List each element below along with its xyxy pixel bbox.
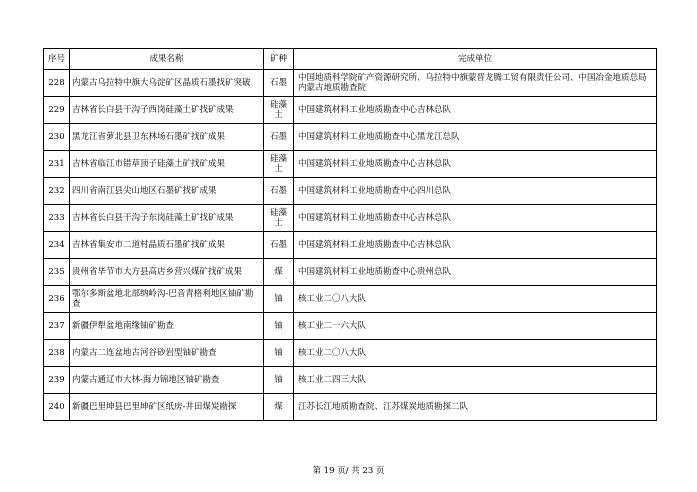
result-name: 新疆巴里坤县巴里坤矿区纸房-井田煤炭勘探 [70, 394, 264, 421]
header-no: 序号 [44, 49, 70, 70]
table-row [44, 232, 657, 259]
mineral-type: 硅藻土 [264, 205, 294, 232]
completing-unit: 核工业二四三大队 [294, 367, 657, 394]
mineral-type: 煤 [264, 259, 294, 286]
result-name: 吉林省集安市二道村晶质石墨矿找矿成果 [70, 232, 264, 259]
row-number: 229 [44, 97, 70, 124]
row-number: 239 [44, 367, 70, 394]
table-row [44, 286, 657, 313]
completing-unit: 中国建筑材料工业地质勘查中心吉林总队 [294, 97, 657, 124]
completing-unit: 中国地质科学院矿产资源研究所、乌拉特中旗蒙晋龙腾工贸有限责任公司、中国冶金地质总局内蒙古地质勘查院 [294, 70, 657, 97]
result-name: 鄂尔多斯盆地北部纳岭沟-巴音青格利地区铀矿勘查 [70, 286, 264, 313]
table-row [44, 70, 657, 97]
row-number: 228 [44, 70, 70, 97]
result-name: 吉林省长白县干沟子西岗硅藻土矿找矿成果 [70, 97, 264, 124]
table-row [44, 340, 657, 367]
header-type: 矿种 [264, 49, 294, 70]
result-name: 四川省南江县尖山地区石墨矿找矿成果 [70, 178, 264, 205]
table-row [44, 259, 657, 286]
completing-unit: 中国建筑材料工业地质勘查中心吉林总队 [294, 205, 657, 232]
table-row [44, 97, 657, 124]
row-number: 232 [44, 178, 70, 205]
mineral-type: 铀 [264, 340, 294, 367]
row-number: 238 [44, 340, 70, 367]
mineral-type: 煤 [264, 394, 294, 421]
row-number: 235 [44, 259, 70, 286]
table-row [44, 178, 657, 205]
mineral-type: 石墨 [264, 232, 294, 259]
table-row [44, 313, 657, 340]
row-number: 236 [44, 286, 70, 313]
result-name: 黑龙江省萝北县卫东林场石墨矿找矿成果 [70, 124, 264, 151]
row-number: 233 [44, 205, 70, 232]
table-row [44, 124, 657, 151]
table-row [44, 205, 657, 232]
mineral-type: 硅藻土 [264, 151, 294, 178]
completing-unit: 中国建筑材料工业地质勘查中心吉林总队 [294, 232, 657, 259]
row-number: 237 [44, 313, 70, 340]
result-name: 新疆伊犁盆地南缘铀矿勘查 [70, 313, 264, 340]
completing-unit: 中国建筑材料工业地质勘查中心贵州总队 [294, 259, 657, 286]
table-header-row [44, 49, 657, 70]
result-name: 内蒙古乌拉特中旗大乌淀矿区晶质石墨找矿突破 [70, 70, 264, 97]
results-table [43, 48, 657, 421]
row-number: 240 [44, 394, 70, 421]
mineral-type: 铀 [264, 313, 294, 340]
table-row [44, 394, 657, 421]
mineral-type: 铀 [264, 286, 294, 313]
table-row [44, 367, 657, 394]
mineral-type: 石墨 [264, 124, 294, 151]
header-name: 成果名称 [70, 49, 264, 70]
completing-unit: 中国建筑材料工业地质勘查中心四川总队 [294, 178, 657, 205]
result-name: 贵州省毕节市大方县高店乡营兴煤矿找矿成果 [70, 259, 264, 286]
row-number: 230 [44, 124, 70, 151]
mineral-type: 铀 [264, 367, 294, 394]
table-row [44, 151, 657, 178]
completing-unit: 核工业二一六大队 [294, 313, 657, 340]
result-name: 内蒙古二连盆地古河谷砂岩型铀矿勘查 [70, 340, 264, 367]
row-number: 231 [44, 151, 70, 178]
result-name: 吉林省长白县干沟子东岗硅藻土矿找矿成果 [70, 205, 264, 232]
row-number: 234 [44, 232, 70, 259]
completing-unit: 中国建筑材料工业地质勘查中心黑龙江总队 [294, 124, 657, 151]
result-name: 内蒙古通辽市大林-海力锦地区铀矿勘查 [70, 367, 264, 394]
header-unit: 完成单位 [294, 49, 657, 70]
completing-unit: 江苏长江地质勘查院、江苏煤炭地质勘探二队 [294, 394, 657, 421]
mineral-type: 石墨 [264, 178, 294, 205]
result-name: 吉林省临江市错草顶子硅藻土矿找矿成果 [70, 151, 264, 178]
completing-unit: 核工业二〇八大队 [294, 286, 657, 313]
completing-unit: 核工业二〇八大队 [294, 340, 657, 367]
mineral-type: 石墨 [264, 70, 294, 97]
completing-unit: 中国建筑材料工业地质勘查中心吉林总队 [294, 151, 657, 178]
mineral-type: 硅藻土 [264, 97, 294, 124]
page-footer: 第 19 页/ 共 23 页 [312, 466, 385, 476]
